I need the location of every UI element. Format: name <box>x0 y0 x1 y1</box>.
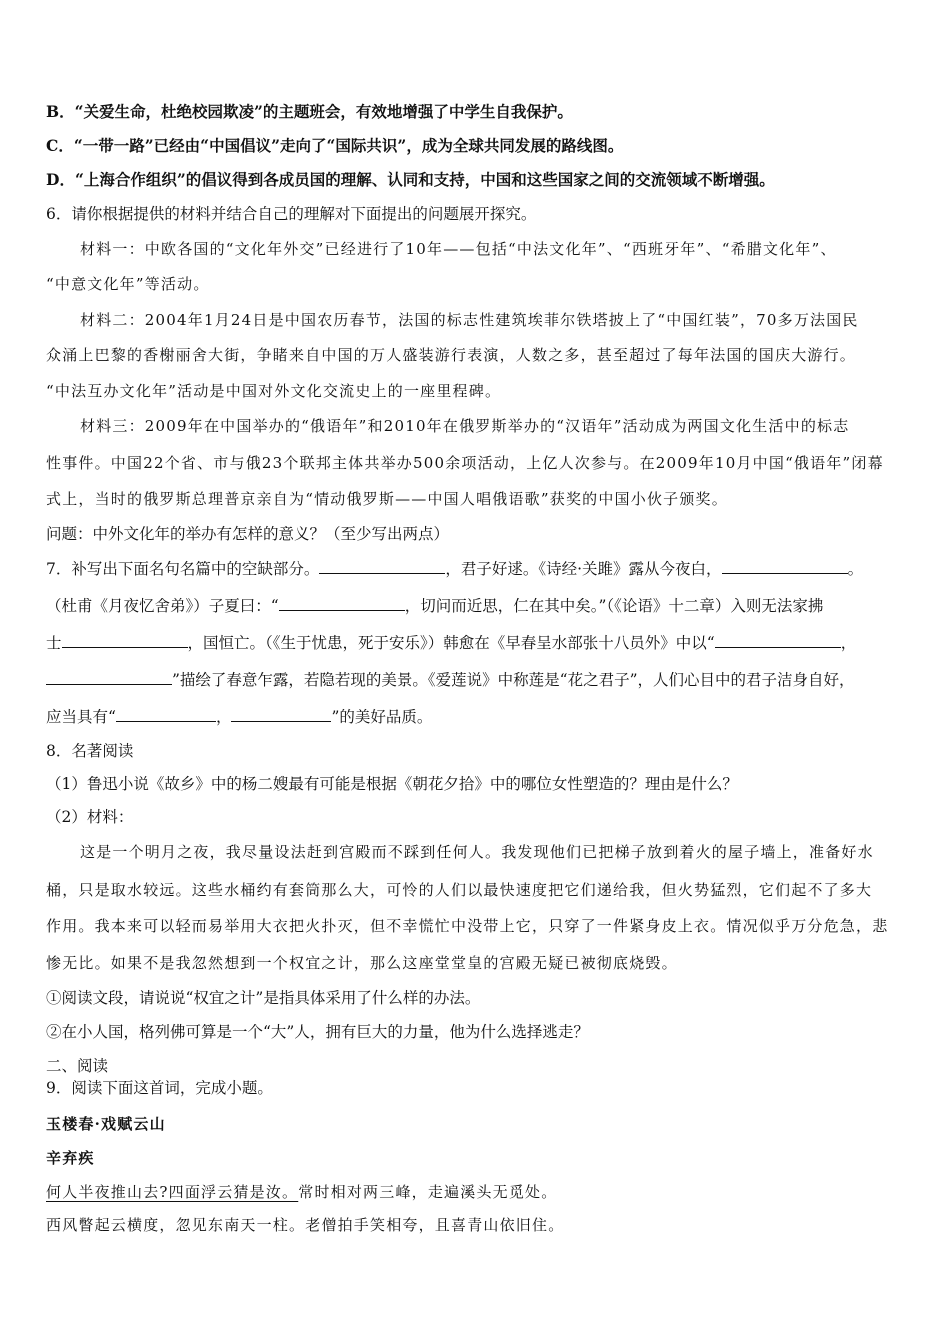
q7-text: ”描绘了春意乍露，若隐若现的美景。《爱莲说》中称莲是“花之君子”，人们心目中的君子洁身自好， <box>172 671 855 689</box>
q7-text: ”的美好品质。 <box>331 708 433 726</box>
material-3-line-2: 性事件。中国22个省、市与俄23个联邦主体共举办500余项活动，上亿人次参与。在2009年10月中国“俄语年”闭幕 <box>46 454 884 472</box>
fill-blank[interactable] <box>231 705 331 722</box>
passage-line-4: 惨无比。如果不是我忽然想到一个权宜之计，那么这座堂堂皇的宫殿无疑已被彻底烧毁。 <box>46 954 678 972</box>
fill-blank[interactable] <box>46 668 172 685</box>
fill-blank[interactable] <box>319 557 445 574</box>
poem-line-1 <box>46 1181 557 1203</box>
material-1-line-1: 材料一：中欧各国的“文化年外交”已经进行了10年——包括“中法文化年”、“西班牙年”、“希腊文化年”、 <box>80 240 837 258</box>
material-1-line-2: “中意文化年”等活动。 <box>46 275 210 293</box>
question-8-part-1: （1）鲁迅小说《故乡》中的杨二嫂最有可能是根据《朝花夕拾》中的哪位女性塑造的？理由是什么？ <box>46 775 738 793</box>
fill-blank[interactable] <box>116 705 216 722</box>
question-7-line-1 <box>46 557 863 580</box>
fill-blank[interactable] <box>722 557 848 574</box>
question-6-prompt: 问题：中外文化年的举办有怎样的意义？（至少写出两点） <box>46 525 450 543</box>
option-d: D．“上海合作组织”的倡议得到各成员国的理解、认同和支持，中国和这些国家之间的交流领域不断增强。 <box>46 170 775 189</box>
q7-text: 应当具有“ <box>46 708 116 726</box>
question-8-sub-1: ①阅读文段，请说说“权宜之计”是指具体采用了什么样的办法。 <box>46 989 481 1007</box>
q7-text: ，切问而近思，仁在其中矣。”（《论语》十二章）入则无法家拂 <box>404 597 824 615</box>
question-7-line-3 <box>46 631 856 654</box>
question-6-title: 6．请你根据提供的材料并结合自己的理解对下面提出的问题展开探究。 <box>46 205 537 223</box>
question-8-part-2: （2）材料： <box>46 808 134 826</box>
section-heading: 二、阅读 <box>46 1057 109 1075</box>
q7-text: ，国恒亡。（《生于忧患，死于安乐》）韩愈在《早春呈水部张十八员外》中以“ <box>187 634 715 652</box>
fill-blank[interactable] <box>62 631 188 648</box>
q7-text: 。 <box>847 560 864 578</box>
poem-text: 常时相对两三峰，走遍溪头无觅处。 <box>298 1183 558 1201</box>
question-8-sub-2: ②在小人国，格列佛可算是一个“大”人，拥有巨大的力量，他为什么选择逃走？ <box>46 1023 589 1041</box>
question-7-line-4 <box>46 668 855 691</box>
poem-underlined-text: 何人半夜推山去?四面浮云猜是汝。 <box>46 1183 299 1201</box>
question-9-title: 9．阅读下面这首词，完成小题。 <box>46 1079 273 1097</box>
material-3-line-1: 材料三：2009年在中国举办的“俄语年”和2010年在俄罗斯举办的“汉语年”活动成为两国文化生活中的标志 <box>80 417 850 435</box>
poem-author: 辛弃疾 <box>46 1149 95 1167</box>
poem-line-2: 西风瞥起云横度，忽见东南天一柱。老僧拍手笑相夸，且喜青山依旧住。 <box>46 1216 565 1234</box>
q7-text: ， <box>840 634 857 652</box>
material-2-line-3: “中法互办文化年”活动是中国对外文化交流史上的一座里程碑。 <box>46 382 502 400</box>
material-2-line-2: 众涌上巴黎的香榭丽舍大街，争睹来自中国的万人盛装游行表演，人数之多，甚至超过了每年法国的国庆大游行。 <box>46 346 857 364</box>
question-7-line-5 <box>46 705 432 728</box>
question-7-line-2 <box>46 594 823 617</box>
q7-text: 士 <box>46 634 62 652</box>
material-3-line-3: 式上，当时的俄罗斯总理普京亲自为“情动俄罗斯——中国人唱俄语歌”获奖的中国小伙子颁奖。 <box>46 490 728 508</box>
passage-line-3: 作用。我本来可以轻而易举用大衣把火扑灭，但不幸慌忙中没带上它，只穿了一件紧身皮上衣。情况似乎万分危急，悲 <box>46 917 889 935</box>
q7-text: ， <box>215 708 232 726</box>
fill-blank[interactable] <box>279 594 405 611</box>
question-8-title: 8．名著阅读 <box>46 742 134 760</box>
fill-blank[interactable] <box>715 631 841 648</box>
poem-title: 玉楼春·戏赋云山 <box>46 1115 166 1133</box>
q7-text: ，君子好逑。《诗经·关雎》露从今夜白， <box>445 560 722 578</box>
option-c: C．“一带一路”已经由“中国倡议”走向了“国际共识”，成为全球共同发展的路线图。 <box>46 136 624 155</box>
q7-intro: 7．补写出下面名句名篇中的空缺部分。 <box>46 560 320 578</box>
material-2-line-1: 材料二：2004年1月24日是中国农历春节，法国的标志性建筑埃菲尔铁塔披上了“中国红装”，70多万法国民 <box>80 311 859 329</box>
q7-text: （杜甫《月夜忆舍弟》）子夏曰：“ <box>46 597 279 615</box>
passage-line-2: 桶，只是取水较远。这些水桶约有套筒那么大，可怜的人们以最快速度把它们递给我，但火势猛烈，它们起不了多大 <box>46 881 873 899</box>
passage-line-1: 这是一个明月之夜，我尽量设法赶到宫殿而不踩到任何人。我发现他们已把梯子放到着火的屋子墙上，准备好水 <box>80 843 874 861</box>
option-b: B．“关爱生命，杜绝校园欺凌”的主题班会，有效地增强了中学生自我保护。 <box>46 102 573 121</box>
